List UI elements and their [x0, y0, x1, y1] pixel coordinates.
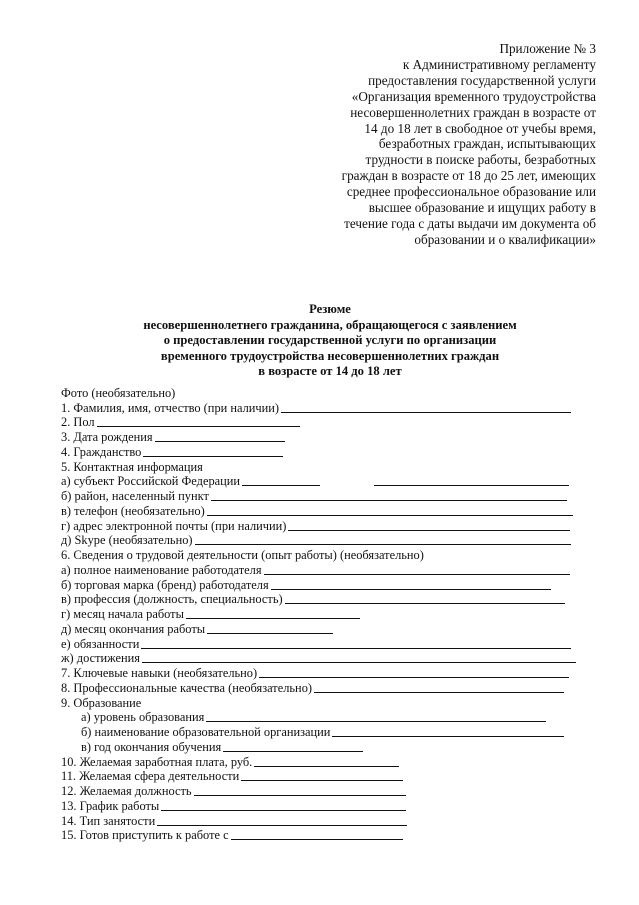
achievements-label: ж) достижения [61, 651, 140, 666]
appendix-line: течение года с даты выдачи им документа об [344, 215, 596, 231]
fullname-label: 1. Фамилия, имя, отчество (при наличии) [61, 400, 280, 415]
start-date-field[interactable] [231, 839, 403, 840]
email-field[interactable] [288, 530, 570, 531]
skype-label: д) Skype (необязательно) [61, 533, 193, 548]
skype-field[interactable] [195, 544, 571, 545]
form-row-skills [61, 666, 601, 681]
form-row-fullname [61, 401, 601, 416]
gender-label: 2. Пол [61, 415, 95, 430]
appendix-line: высшее образование и ищущих работу в [368, 200, 596, 216]
phone-field[interactable] [207, 515, 573, 516]
edu-org-label: б) наименование образовательной организации [81, 725, 331, 739]
title-line: Резюме [309, 302, 351, 316]
edu-level-label: а) уровень образования [81, 710, 205, 725]
form-row-schedule [61, 799, 601, 814]
appendix-line: среднее профессиональное образование или [346, 184, 596, 200]
form-row-achievements [61, 652, 601, 667]
form-row-region [61, 475, 601, 490]
profession-label: в) профессия (должность, специальность) [61, 592, 283, 607]
email-label: г) адрес электронной почты (при наличии) [61, 518, 287, 533]
fullname-field[interactable] [281, 412, 571, 413]
form-row-salary [61, 755, 601, 770]
gender-field[interactable] [97, 426, 300, 427]
appendix-line: несовершеннолетних граждан в возрасте от [350, 104, 596, 120]
start-month-label: г) месяц начала работы [61, 607, 184, 621]
birthdate-field[interactable] [155, 441, 285, 442]
start-month-field[interactable] [186, 618, 360, 619]
phone-label: в) телефон (необязательно) [61, 503, 205, 518]
end-month-label: д) месяц окончания работы [61, 621, 206, 636]
end-month-field[interactable] [207, 633, 333, 634]
qualities-field[interactable] [314, 692, 564, 693]
appendix-line: к Административному регламенту [402, 56, 596, 72]
form-row-experience [61, 548, 601, 563]
appendix-line: трудности в поиске работы, безработных [365, 152, 596, 168]
locality-label: б) район, населенный пункт [61, 489, 209, 503]
form-row-duties [61, 637, 601, 652]
activity-field-label: 11. Желаемая сфера деятельности [61, 769, 240, 784]
birthdate-label: 3. Дата рождения [61, 430, 153, 444]
resume-form [61, 386, 601, 843]
employer-name-field[interactable] [264, 574, 570, 575]
employment-type-label: 14. Тип занятости [61, 813, 156, 828]
form-row-edu-level [61, 711, 601, 726]
position-label: 12. Желаемая должность [61, 784, 192, 798]
form-row-locality [61, 489, 601, 504]
edu-year-label: в) год окончания обучения [81, 739, 222, 754]
achievements-field[interactable] [142, 662, 576, 663]
edu-year-field[interactable] [223, 751, 363, 752]
form-row-skype [61, 534, 601, 549]
form-row-field [61, 770, 601, 785]
form-row-start-month [61, 607, 601, 622]
appendix-line: образовании и о квалификации» [414, 231, 596, 247]
appendix-line: граждан в возрасте от 18 до 25 лет, имеющих [341, 168, 596, 184]
appendix-line: Приложение № 3 [499, 41, 596, 56]
qualities-label: 8. Профессиональные качества (необязательно) [61, 680, 313, 695]
appendix-line: 14 до 18 лет в свободное от учебы время, [364, 120, 596, 136]
document-title [110, 302, 550, 380]
profession-field[interactable] [285, 603, 565, 604]
salary-field[interactable] [254, 766, 399, 767]
employer-name-label: а) полное наименование работодателя [61, 562, 262, 577]
form-row-edu-year [61, 740, 601, 755]
form-row-qualities [61, 681, 601, 696]
form-row-employer-brand [61, 578, 601, 593]
form-row-end-month [61, 622, 601, 637]
region-label: а) субъект Российской Федерации [61, 474, 241, 489]
salary-label: 10. Желаемая заработная плата, руб. [61, 754, 253, 769]
form-row-edu-org [61, 725, 601, 740]
region-field[interactable] [242, 485, 320, 486]
form-row-profession [61, 593, 601, 608]
edu-org-field[interactable] [332, 736, 564, 737]
title-line: несовершеннолетнего гражданина, обращающегося с заявлением [143, 317, 517, 332]
form-row-start-date [61, 829, 601, 844]
appendix-line: «Организация временного трудоустройства [351, 88, 596, 104]
form-row-employment-type [61, 814, 601, 829]
start-date-label: 15. Готов приступить к работе с [61, 828, 229, 843]
experience-label: 6. Сведения о трудовой деятельности (опыт работы) (необязательно) [61, 548, 424, 562]
form-row-gender [61, 416, 601, 431]
title-line: о предоставлении государственной услуги по организации [163, 333, 497, 347]
form-row-education [61, 696, 601, 711]
employer-brand-field[interactable] [271, 589, 551, 590]
form-row-phone [61, 504, 601, 519]
title-line: временного трудоустройства несовершеннолетних граждан [160, 348, 500, 363]
form-row-email [61, 519, 601, 534]
form-row-birthdate [61, 430, 601, 445]
employer-brand-label: б) торговая марка (бренд) работодателя [61, 577, 269, 592]
form-row-position [61, 784, 601, 799]
citizenship-field[interactable] [143, 456, 283, 457]
appendix-block [296, 41, 596, 248]
form-row-citizenship [61, 445, 601, 460]
locality-field[interactable] [211, 500, 567, 501]
edu-level-field[interactable] [206, 721, 546, 722]
form-row-employer-name [61, 563, 601, 578]
employment-type-field[interactable] [157, 825, 407, 826]
form-row-contacts [61, 460, 601, 475]
form-row-photo [61, 386, 601, 401]
duties-field[interactable] [141, 648, 571, 649]
skills-field[interactable] [259, 677, 569, 678]
education-label: 9. Образование [61, 695, 142, 710]
duties-label: е) обязанности [61, 636, 140, 651]
appendix-line: предоставления государственной услуги [368, 72, 596, 88]
title-line: в возрасте от 14 до 18 лет [258, 364, 402, 378]
photo-label: Фото (необязательно) [61, 385, 176, 400]
appendix-line: безработных граждан, испытывающих [378, 136, 596, 152]
contacts-label: 5. Контактная информация [61, 459, 203, 474]
region-field-extra[interactable] [374, 485, 569, 486]
skills-label: 7. Ключевые навыки (необязательно) [61, 666, 258, 680]
schedule-label: 13. График работы [61, 798, 160, 813]
schedule-field[interactable] [161, 810, 406, 811]
citizenship-label: 4. Гражданство [61, 444, 142, 459]
activity-field[interactable] [241, 780, 403, 781]
position-field[interactable] [194, 795, 406, 796]
